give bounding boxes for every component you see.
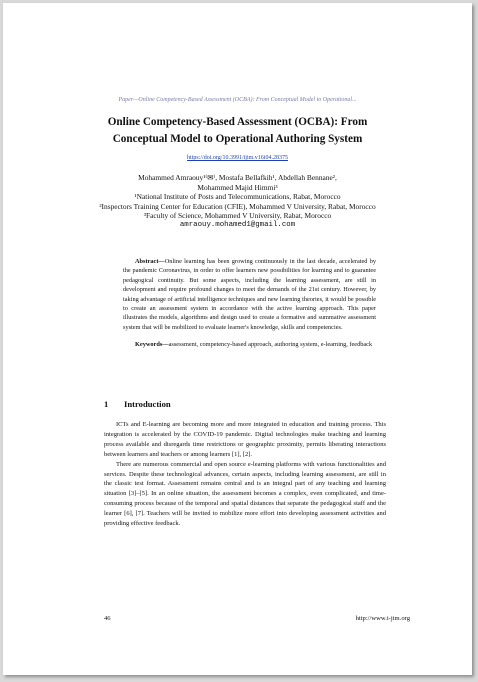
running-head: Paper—Online Competency-Based Assessment (OCBA): From Conceptual Model to Operational... bbox=[118, 97, 357, 103]
authors-line-2: Mohammed Majid Himmi³ bbox=[197, 182, 278, 192]
authors-line-1: Mohammed Amraouy¹⁽✉⁾, Mostafa Bellafkih¹, Abdellah Bennane², bbox=[138, 173, 337, 182]
keywords bbox=[123, 340, 376, 349]
keywords-text: assessment, competency-based approach, authoring system, e-learning, feedback bbox=[168, 341, 373, 348]
title-line-1: Online Competency-Based Assessment (OCBA): From bbox=[107, 116, 368, 128]
paragraph-2: There are numerous commercial and open source e-learning platforms with various functionalities and services. Despite these technological advances, certain aspects, including learning assessment, are still in the classic test format. Assessment remains central and is an integral part of any teaching and learning situation [3]–[5]. In an online situation, the assessment becomes a complex, even complicated, and time-consuming process because of the temporal and spatial distances that separate the pedagogical staff and the learner [6], [7]. Teachers will be invited to mobilize more effort into developing assessment activities and providing effective feedback. bbox=[104, 460, 386, 528]
abstract bbox=[123, 257, 376, 332]
affiliation-1: ¹National Institute of Posts and Telecommunications, Rabat, Morocco bbox=[134, 192, 341, 202]
doi-link[interactable]: https://doi.org/10.3991/ijim.v16i04.28375 bbox=[187, 155, 288, 161]
abstract-text: Online learning has been growing continuously in the last decade, accelerated by the pandemic Coronavirus, in order to offer learners new possibilities for learning and to guarantee pedagogical continuity. But some aspects, including the learning assessment, are still in development and require profound changes to meet the demands of the 21st century. However, by taking advantage of artificial intelligence techniques and new learning theories, it would be possible to create an assessment system in accordance with the active learning approach. This paper illustrates the models, algorithms and design used to create a formative and summative assessment system that will be mobilized to evaluate learner's knowledge, skills and competencies. bbox=[123, 258, 376, 331]
affiliation-2: ²Inspectors Training Center for Education (CFIE), Mohammed V University, Rabat, Morocco bbox=[99, 201, 376, 211]
paper-title bbox=[43, 114, 432, 148]
author-email[interactable]: amraouy.mohamed1@gmail.com bbox=[179, 220, 296, 229]
section-number: 1 bbox=[104, 399, 109, 409]
section-heading bbox=[104, 399, 171, 409]
section-title: Introduction bbox=[124, 399, 171, 409]
keywords-label: Keywords— bbox=[135, 341, 169, 348]
body-text bbox=[104, 420, 386, 529]
author-block bbox=[3, 173, 472, 231]
paper-page bbox=[3, 3, 472, 675]
title-line-2: Conceptual Model to Operational Authoring System bbox=[112, 133, 363, 145]
abstract-label: Abstract— bbox=[135, 258, 165, 265]
affiliation-3: ³Faculty of Science, Mohammed V University, Rabat, Morocco bbox=[143, 211, 332, 221]
journal-website[interactable]: http://www.i-jim.org bbox=[355, 615, 410, 622]
page-number: 46 bbox=[104, 615, 111, 622]
paragraph-1: ICTs and E-learning are becoming more and more integrated in education and training process. This integration is accelerated by the COVID-19 pandemic. Digital technologies make teaching and learning process available and disregards time restrictions or geographic proximity, permits liberating interactions between learners and teachers or among learners [1], [2]. bbox=[104, 421, 386, 458]
